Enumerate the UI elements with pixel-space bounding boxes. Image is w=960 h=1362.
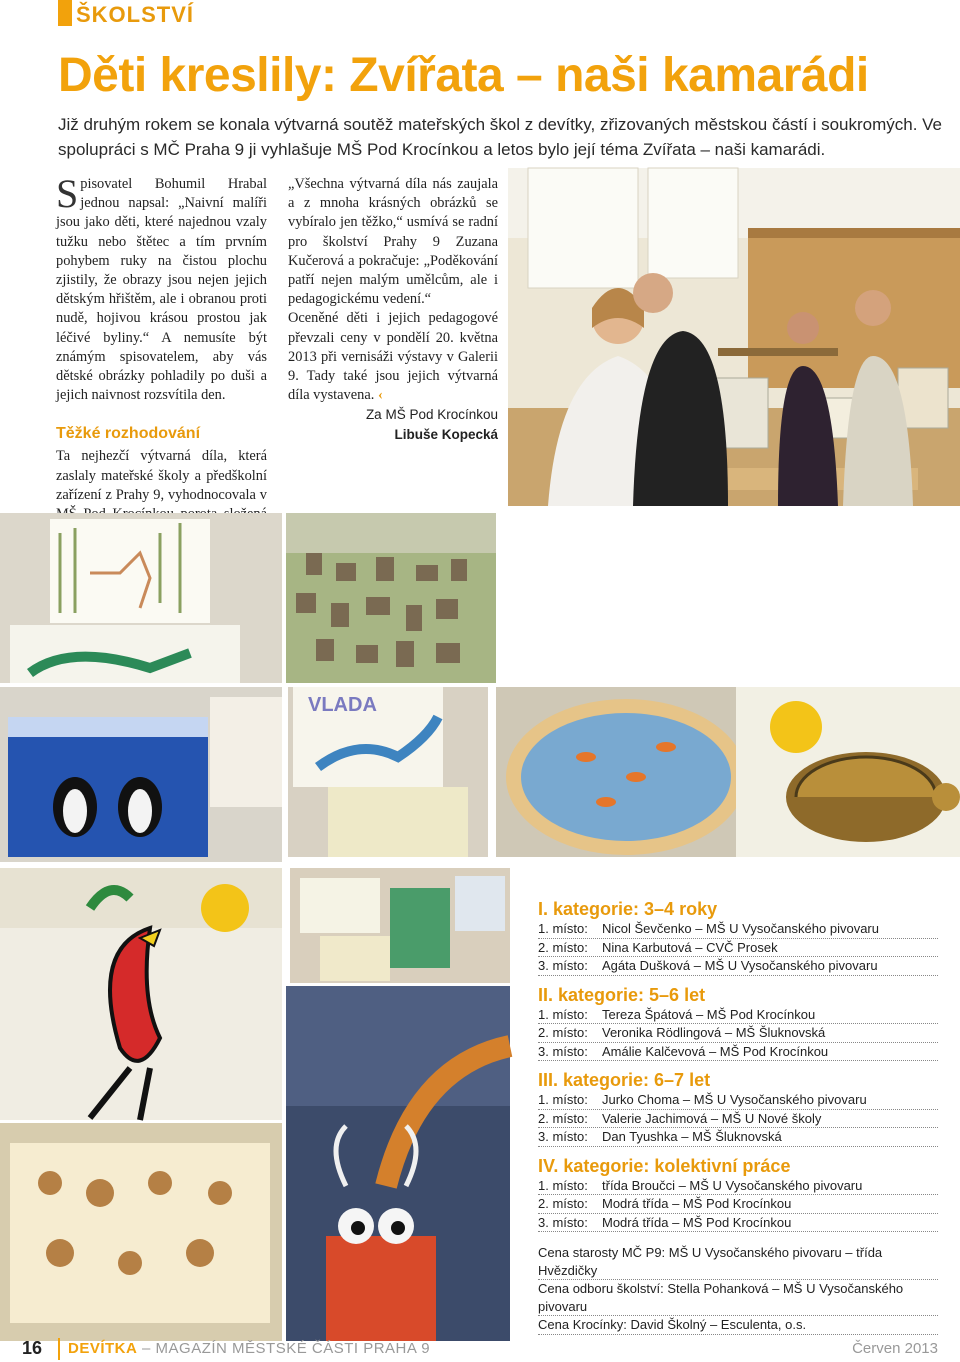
result-place: 1. místo: — [538, 1177, 588, 1193]
paragraph-1 — [56, 171, 267, 405]
photo-animal-strip — [0, 1123, 282, 1341]
category-title: I. kategorie: 3–4 roky — [538, 899, 718, 919]
section-label: ŠKOLSTVÍ — [76, 2, 195, 27]
result-place: 3. místo: — [538, 1129, 588, 1144]
end-mark: ‹ — [377, 387, 383, 404]
result-row — [538, 920, 938, 939]
page-number: 16 — [22, 1338, 43, 1358]
result-row — [538, 1128, 938, 1147]
special-prize-2: Cena odboru školství: Stella Pohanková – MŠ U Vysočanského pivovaru — [538, 1280, 938, 1316]
issue-date: Červen 2013 — [852, 1340, 938, 1357]
paragraph-4 — [288, 309, 498, 405]
result-winner: Modrá třída – MŠ Pod Krocínkou — [602, 1214, 792, 1230]
result-row — [538, 957, 938, 976]
photo-craft-worm — [286, 986, 510, 1341]
footer-divider — [58, 1338, 60, 1360]
result-row — [538, 1110, 938, 1129]
result-place: 2. místo: — [538, 1110, 588, 1126]
subheading: Těžké rozhodování — [56, 425, 201, 443]
text-column-2 — [288, 175, 498, 444]
magazine-subtitle: – MAGAZÍN MĚSTSKÉ ČÁSTI PRAHA 9 — [137, 1340, 431, 1357]
result-row — [538, 1043, 938, 1062]
result-place: 2. místo: — [538, 1025, 588, 1040]
result-winner: Dan Tyushka – MŠ Šluknovská — [602, 1129, 782, 1144]
photo-exhibition-visitors — [508, 168, 960, 506]
result-winner: Nina Karbutová – CVČ Prosek — [602, 939, 778, 955]
result-row — [538, 1214, 938, 1233]
result-place: 1. místo: — [538, 1006, 588, 1022]
result-winner: Jurko Choma – MŠ U Vysočanského pivovaru — [602, 1092, 867, 1107]
special-prize-3: Cena Krocínky: David Školný – Esculenta, o.s. — [538, 1316, 938, 1335]
result-winner: třída Broučci – MŠ U Vysočanského pivovaru — [602, 1177, 863, 1193]
result-place: 3. místo: — [538, 1214, 588, 1230]
photo-turtle-painting — [496, 687, 960, 857]
signature-name: Libuše Kopecká — [394, 426, 498, 442]
result-row — [538, 1195, 938, 1214]
photo-fish-painting — [288, 687, 488, 857]
result-winner: Modrá třída – MŠ Pod Krocínkou — [602, 1196, 792, 1211]
result-place: 2. místo: — [538, 939, 588, 955]
result-place: 3. místo: — [538, 1043, 588, 1059]
category-title: II. kategorie: 5–6 let — [538, 984, 706, 1005]
page-footer — [0, 1340, 960, 1362]
article-lead: Již druhým rokem se konala výtvarná soutěž mateřských škol z devítky, zřizovaných městskou částí i soukromých. Ve spolupráci s MČ Praha 9 ji vyhlašuje MŠ Pod Krocínkou a letos bylo její téma Zvířata – naši kamarádi. — [58, 115, 943, 159]
result-winner: Nicol Ševčenko – MŠ U Vysočanského pivovaru — [602, 921, 879, 936]
result-winner: Tereza Špátová – MŠ Pod Krocínkou — [602, 1006, 816, 1022]
photo-parrot-painting — [0, 868, 282, 1120]
result-place: 1. místo: — [538, 1092, 588, 1107]
result-place: 1. místo: — [538, 921, 588, 936]
painting-name-text: VLADA — [308, 694, 377, 716]
signature-name-wrap — [288, 425, 498, 444]
result-winner: Veronika Rödlingová – MŠ Šluknovská — [602, 1025, 826, 1040]
magazine-brand: DEVÍTKA — [68, 1340, 138, 1357]
special-prize-1: Cena starosty MČ P9: MŠ U Vysočanského pivovaru – třída Hvězdičky — [538, 1244, 938, 1280]
paragraph-2: Ta nejhezčí výtvarná díla, která zaslaly mateřské školy a předškolní zařízení z Prahy 9, vyhodnocovala v — [56, 448, 267, 503]
special-prizes — [538, 1244, 938, 1335]
result-row — [538, 1177, 938, 1196]
results-list — [538, 890, 938, 1232]
paragraph-4-text: Oceněné děti i jejich pedagogové převzali ceny v pondělí 20. května 2013 při vernisáži výstavy v Galerii 9. Tady také jsou jejich výtvarná díla vystavena. — [288, 310, 498, 404]
drop-cap: S — [56, 171, 79, 216]
result-row — [538, 1091, 938, 1110]
photo-penguins-painting — [0, 687, 282, 862]
text-column-1 — [56, 171, 267, 523]
result-row — [538, 939, 938, 958]
result-winner: Amálie Kalčevová – MŠ Pod Krocínkou — [602, 1043, 829, 1059]
photo-collective-animals — [286, 513, 496, 683]
result-place: 3. místo: — [538, 958, 588, 973]
result-winner: Valerie Jachimová – MŠ U Nové školy — [602, 1110, 822, 1126]
paragraph-1-text: pisovatel Bohumil Hrabal jednou napsal: „Naivní malíři jsou jako děti, které najednou vzaly tužku nebo štětec a tím prvním pohybem ruky na čistou plochu zjistily, že obrazy jsou nejen jejich dětským hřištěm, ale i obranou proti nudě, hojivou krásou prostou jak léčivé byliny.“ A nemusíte být známým spisovatelem, aby vás dětské obrázky pohladily po duši a jejich naivnost rozsvítila den. — [56, 176, 267, 404]
magazine-name — [68, 1340, 430, 1357]
article-title: Děti kreslily: Zvířata – naši kamarádi — [58, 49, 869, 102]
category-title: III. kategorie: 6–7 let — [538, 1070, 711, 1090]
photo-drawings-wall — [0, 513, 282, 683]
result-row — [538, 1006, 938, 1025]
category-title: IV. kategorie: kolektivní práce — [538, 1155, 791, 1176]
signature-line: Za MŠ Pod Krocínkou — [365, 407, 498, 423]
result-place: 2. místo: — [538, 1196, 588, 1211]
section-marker — [58, 0, 72, 26]
paragraph-3: „Všechna výtvarná díla nás zaujala a z mnoha krásných obrázků se vybíralo jen těžko,“ usmívá se radní pro školství Prahy 9 Zuzana Kučerová a pokračuje: „Poděkování patří nejen malým umělcům, ale i pedagogickému vedení.“ — [288, 176, 498, 308]
photo-drawings-collage — [290, 868, 510, 983]
result-winner: Agáta Dušková – MŠ U Vysočanského pivovaru — [602, 958, 878, 973]
result-row — [538, 1024, 938, 1043]
